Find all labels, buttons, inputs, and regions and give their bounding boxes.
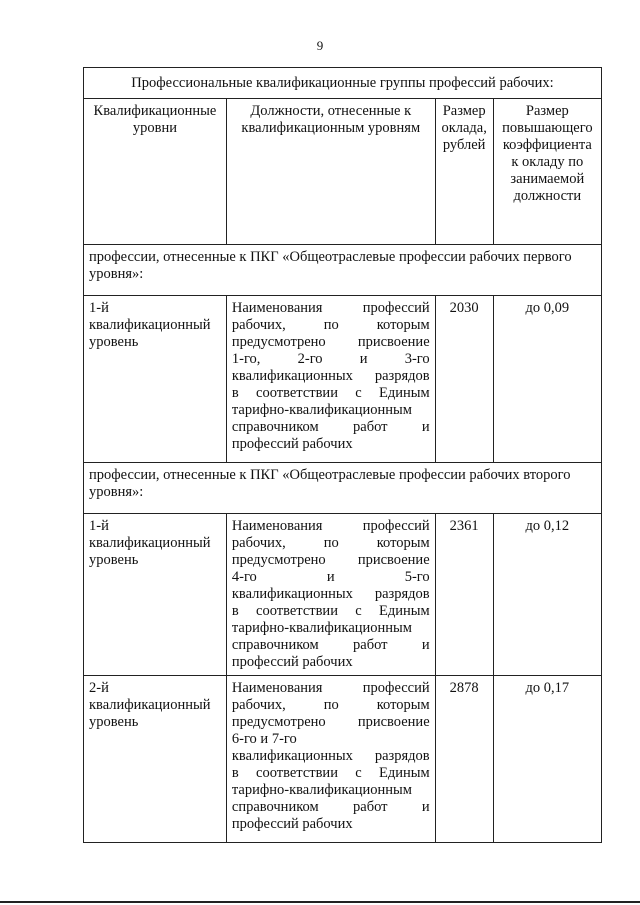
header-salary: Размер оклада, рублей [435, 99, 493, 245]
table-row [84, 514, 602, 676]
header-row [84, 99, 602, 245]
positions-cell: Наименования профессий рабочих, по которым предусмотрено присвоение 4-го и 5-го квалификационных разрядов в соответствии с Единым тарифно-квалификационным справочником работ и профессий рабочих [226, 514, 435, 676]
header-level: Квалификационные уровни [84, 99, 227, 245]
bottom-rule [0, 901, 640, 903]
group-row [84, 245, 602, 296]
header-coefficient: Размер повышающего коэффициента к окладу по занимаемой должности [493, 99, 601, 245]
group-title: профессии, отнесенные к ПКГ «Общеотраслевые профессии рабочих второго уровня»: [84, 463, 602, 514]
coefficient-cell: до 0,09 [493, 296, 601, 463]
table-title: Профессиональные квалификационные группы профессий рабочих: [84, 68, 602, 99]
group-title: профессии, отнесенные к ПКГ «Общеотраслевые профессии рабочих первого уровня»: [84, 245, 602, 296]
level-cell: 2-й квалификационный уровень [84, 676, 227, 843]
salary-cell: 2361 [435, 514, 493, 676]
salary-cell: 2030 [435, 296, 493, 463]
qualification-groups-table [83, 67, 602, 843]
table-row [84, 676, 602, 843]
positions-cell: Наименования профессий рабочих, по которым предусмотрено присвоение 1-го, 2-го и 3-го квалификационных разрядов в соответствии с Единым тарифно-квалификационным справочником работ и профессий рабочих [226, 296, 435, 463]
positions-cell: Наименования профессий рабочих, по которым предусмотрено присвоение 6-го и 7-го квалификационных разрядов в соответствии с Единым тарифно-квалификационным справочником работ и профессий рабочих [226, 676, 435, 843]
coefficient-cell: до 0,12 [493, 514, 601, 676]
table-row [84, 296, 602, 463]
coefficient-cell: до 0,17 [493, 676, 601, 843]
level-cell: 1-й квалификационный уровень [84, 296, 227, 463]
page-number: 9 [316, 38, 324, 53]
level-cell: 1-й квалификационный уровень [84, 514, 227, 676]
header-positions: Должности, отнесенные к квалификационным уровням [226, 99, 435, 245]
salary-cell: 2878 [435, 676, 493, 843]
group-row [84, 463, 602, 514]
